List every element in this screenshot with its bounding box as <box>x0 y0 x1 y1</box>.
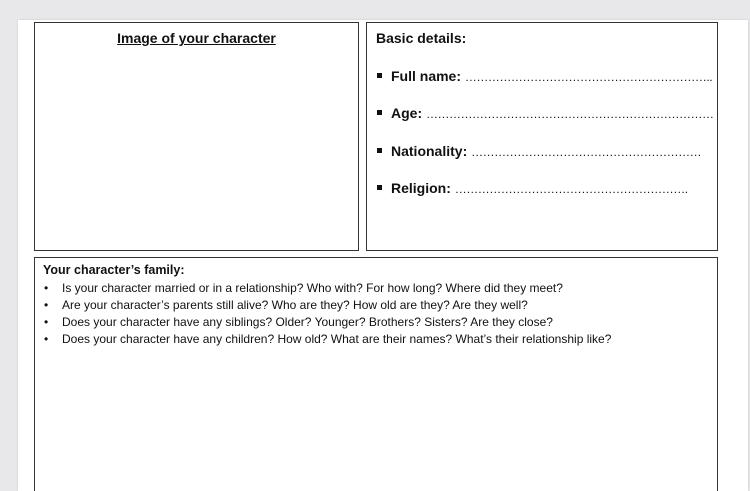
bullet-icon: • <box>44 332 49 346</box>
bullet-icon: • <box>44 281 49 295</box>
square-bullet-icon <box>377 110 382 115</box>
age-row <box>377 105 714 121</box>
character-image-title: Image of your character <box>117 30 276 46</box>
age-blank: ………………………………………………………………… <box>426 107 714 121</box>
family-question-text: Is your character married or in a relationship? Who with? For how long? Where did they meet? <box>62 281 563 295</box>
worksheet-page <box>18 20 748 491</box>
nationality-label: Nationality: <box>391 143 468 159</box>
list-item <box>43 331 611 348</box>
list-item <box>43 280 611 297</box>
age-label: Age: <box>391 105 423 121</box>
family-question-text: Does your character have any children? How old? What are their names? What’s their relationship like? <box>62 332 612 346</box>
religion-blank: ……………………………………………………. <box>454 182 688 196</box>
basic-details-box <box>366 22 718 251</box>
bullet-icon: • <box>44 315 49 329</box>
family-question-text: Are your character’s parents still alive? Who are they? How old are they? Are they well? <box>62 298 528 312</box>
full-name-blank: ……………………………………………………….. <box>464 70 713 84</box>
square-bullet-icon <box>377 73 382 78</box>
nationality-row <box>377 143 701 159</box>
character-image-box <box>34 22 359 251</box>
family-question-text: Does your character have any siblings? Older? Younger? Brothers? Sisters? Are they close? <box>62 315 553 329</box>
square-bullet-icon <box>377 148 382 153</box>
square-bullet-icon <box>377 185 382 190</box>
basic-details-title: Basic details: <box>376 30 467 46</box>
family-question-list <box>43 280 611 348</box>
list-item <box>43 297 611 314</box>
full-name-row <box>377 68 712 84</box>
nationality-blank: …………………………………………………… <box>471 145 702 159</box>
full-name-label: Full name: <box>391 68 462 84</box>
family-box <box>34 257 718 491</box>
religion-label: Religion: <box>391 180 451 196</box>
list-item <box>43 314 611 331</box>
religion-row <box>377 180 688 196</box>
family-title: Your character’s family: <box>43 263 185 277</box>
bullet-icon: • <box>44 298 49 312</box>
